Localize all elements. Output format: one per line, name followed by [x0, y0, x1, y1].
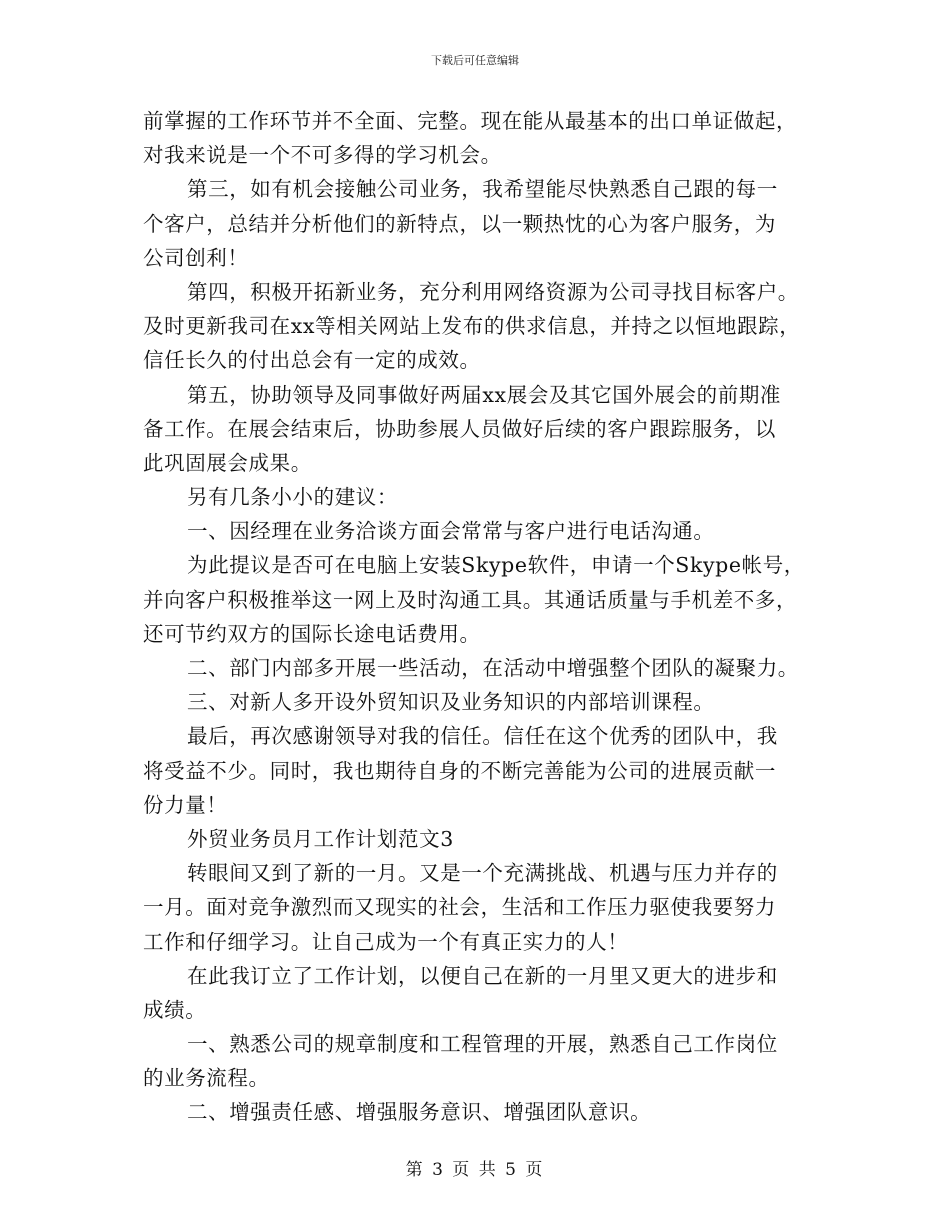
text-line: 一月。面对竞争激烈而又现实的社会，生活和工作压力驱使我要努力 [143, 895, 776, 920]
page-header-note: 下载后可任意编辑 [431, 54, 519, 67]
text-line: 并向客户积极推举这一网上及时沟通工具。其通话质量与手机差不多， [143, 587, 798, 612]
text-line: 转眼间又到了新的一月。又是一个充满挑战、机遇与压力并存的 [187, 861, 778, 886]
text-line: 公司创利！ [143, 245, 249, 270]
text-line: 二、部门内部多开展一些活动，在活动中增强整个团队的凝聚力。 [187, 656, 799, 680]
text-line: 及时更新我司在xx等相关网站上发布的供求信息，并持之以恒地跟踪， [143, 314, 801, 339]
text-line: 此巩固展会成果。 [143, 450, 312, 475]
page-number-footer: 第 3 页 共 5 页 [405, 1160, 545, 1180]
text-line: 成绩。 [143, 997, 207, 1022]
text-line: 还可节约双方的国际长途电话费用。 [143, 621, 481, 646]
text-line: 前掌握的工作环节并不全面、完整。现在能从最基本的出口单证做起， [143, 109, 798, 133]
text-line: 最后，再次感谢领导对我的信任。信任在这个优秀的团队中，我 [187, 724, 778, 749]
text-line: 第四，积极开拓新业务，充分利用网络资源为公司寻找目标客户。 [187, 279, 799, 304]
text-line: 将受益不少。同时，我也期待自身的不断完善能为公司的进展贡献一 [143, 758, 776, 783]
text-line: 在此我订立了工作计划，以便自己在新的一月里又更大的进步和 [187, 963, 778, 988]
text-line: 一、因经理在业务洽谈方面会常常与客户进行电话沟通。 [187, 519, 715, 544]
text-line: 为此提议是否可在电脑上安装Skype软件，申请一个Skype帐号， [187, 553, 805, 578]
text-line: 二、增强责任感、增强服务意识、增强团队意识。 [187, 1100, 652, 1125]
document-body [143, 104, 815, 1130]
text-line: 备工作。在展会结束后，协助参展人员做好后续的客户跟踪服务，以 [143, 416, 776, 441]
text-line: 份力量！ [143, 792, 228, 817]
text-line: 一、熟悉公司的规章制度和工程管理的开展，熟悉自己工作岗位 [187, 1032, 778, 1057]
text-line: 个客户，总结并分析他们的新特点，以一颗热忱的心为客户服务，为 [143, 211, 776, 236]
text-line: 对我来说是一个不可多得的学习机会。 [143, 143, 502, 168]
text-line: 的业务流程。 [143, 1066, 270, 1091]
text-line: 第五，协助领导及同事做好两届xx展会及其它国外展会的前期准 [187, 382, 782, 407]
text-line: 第三，如有机会接触公司业务，我希望能尽快熟悉自己跟的每一 [187, 177, 778, 202]
text-line: 信任长久的付出总会有一定的成效。 [143, 348, 481, 373]
text-line: 三、对新人多开设外贸知识及业务知识的内部培训课程。 [187, 690, 715, 715]
text-line: 工作和仔细学习。让自己成为一个有真正实力的人！ [143, 929, 629, 954]
text-line: 另有几条小小的建议： [187, 485, 398, 510]
text-line: 外贸业务员月工作计划范文3 [187, 826, 454, 851]
